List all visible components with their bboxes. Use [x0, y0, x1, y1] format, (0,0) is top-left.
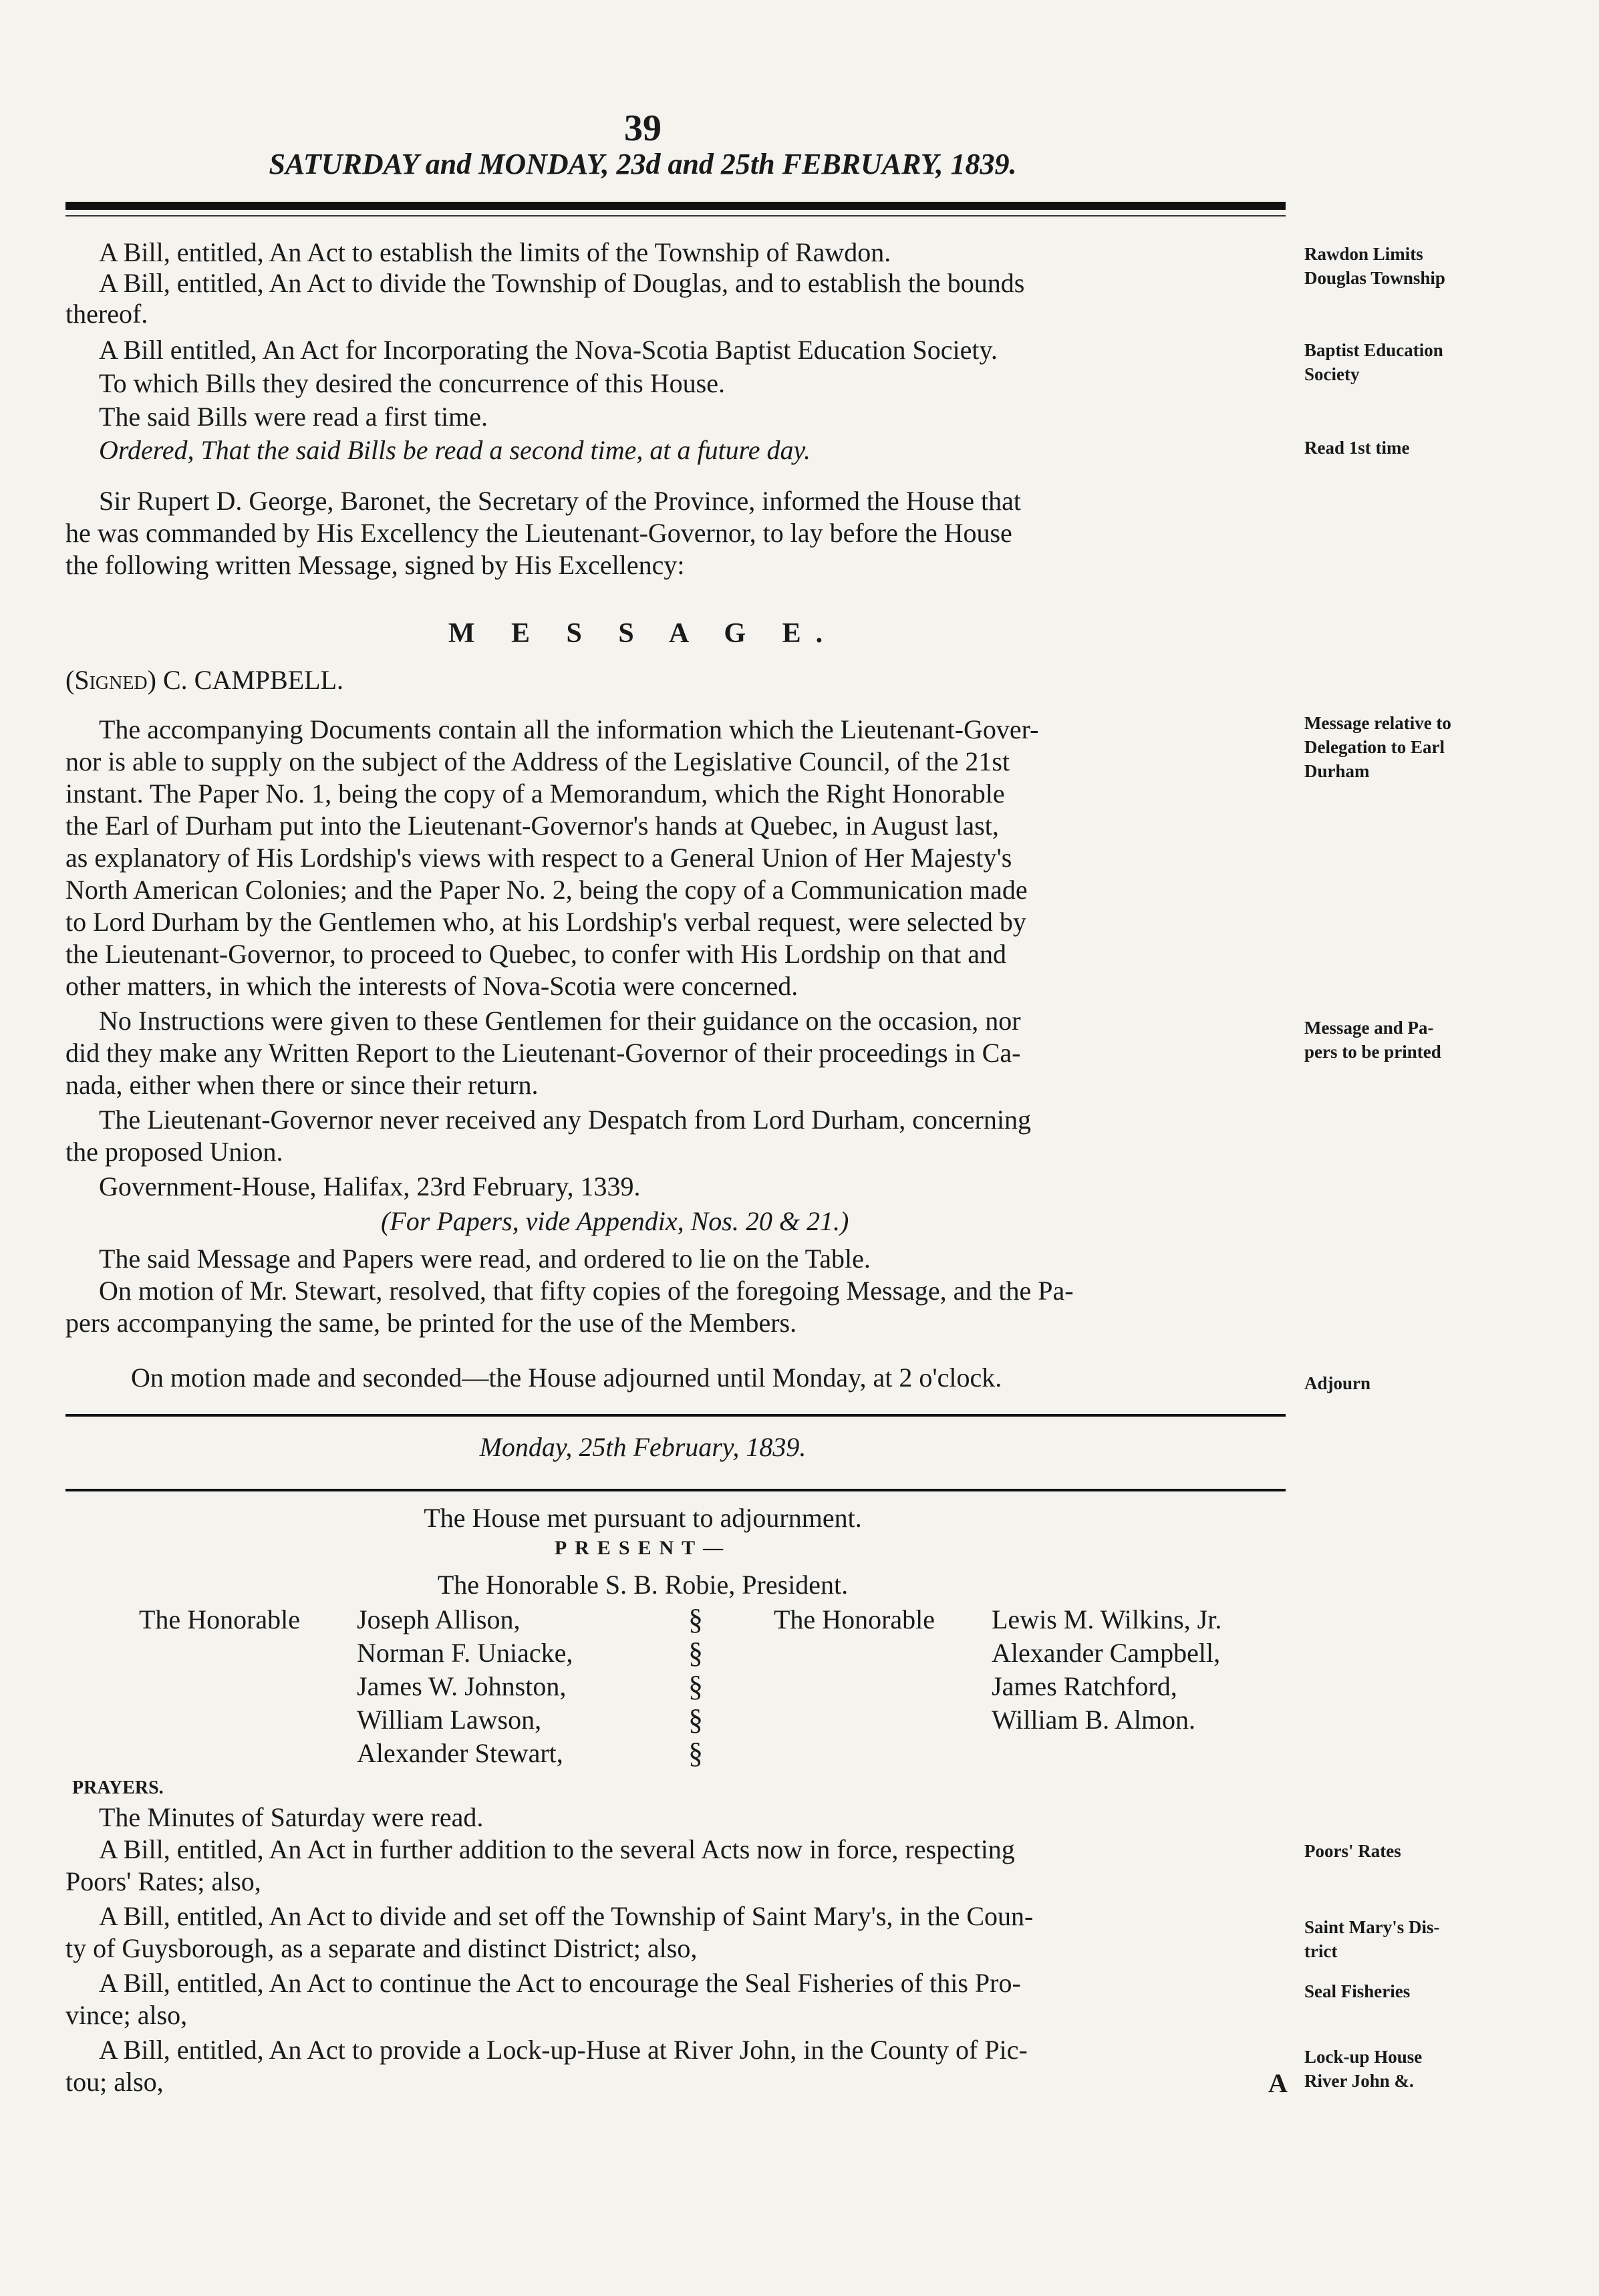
message-title: M E S S A G E. [448, 618, 838, 649]
monday-date: Monday, 25th February, 1839. [479, 1432, 807, 1462]
secretary-line-3: the following written Message, signed by His Excellency: [65, 550, 685, 580]
bill-seal-fisheries: A Bill, entitled, An Act to continue the Act to encourage the Seal Fisheries of this Pro- [99, 1968, 1021, 1998]
concurrence-line: To which Bills they desired the concurrence of this House. [99, 368, 725, 398]
message-para-3-line-2: the proposed Union. [65, 1137, 283, 1167]
message-para-1-line-9: other matters, in which the interests of Nova-Scotia were concerned. [65, 971, 798, 1001]
member-right-2: Alexander Campbell, [992, 1638, 1221, 1668]
margin-note-lock-up: Lock-up House [1304, 2047, 1423, 2067]
bill-douglas-cont: thereof. [65, 299, 148, 329]
section-mark: § [688, 1703, 703, 1736]
message-para-1-line-5: as explanatory of His Lordship's views with respect to a General Union of Her Majesty's [65, 843, 1012, 873]
message-para-1-line-7: to Lord Durham by the Gentlemen who, at his Lordship's verbal request, were selected by [65, 907, 1026, 937]
secretary-line-1: Sir Rupert D. George, Baronet, the Secretary of the Province, informed the House that [99, 486, 1021, 516]
section-mark: § [688, 1737, 703, 1769]
margin-note-baptist: Baptist Education [1304, 340, 1443, 360]
margin-note-message: Message relative to [1304, 713, 1451, 733]
message-para-3-line-1: The Lieutenant-Governor never received any Despatch from Lord Durham, concerning [99, 1105, 1031, 1135]
margin-note-printed: Message and Pa- [1304, 1018, 1434, 1038]
margin-note-poors-rates: Poors' Rates [1304, 1841, 1401, 1861]
message-para-1-line-4: the Earl of Durham put into the Lieutenant-Governor's hands at Quebec, in August last, [65, 811, 999, 841]
header-rule-thin [65, 215, 1286, 217]
members-right-prefix: The Honorable [774, 1604, 935, 1634]
appendix-note: (For Papers, vide Appendix, Nos. 20 & 21.) [381, 1206, 849, 1236]
member-right-4: William B. Almon. [992, 1705, 1196, 1735]
section-mark: § [688, 1670, 703, 1703]
margin-note-saint-marys: Saint Mary's Dis- [1304, 1917, 1440, 1937]
present-heading: PRESENT— [554, 1537, 732, 1559]
message-para-1-line-6: North American Colonies; and the Paper No. 2, being the copy of a Communication made [65, 875, 1028, 905]
ordered-line: Ordered, That the said Bills be read a second time, at a future day. [99, 435, 811, 465]
message-para-1-line-1: The accompanying Documents contain all the information which the Lieutenant-Gover- [99, 714, 1039, 744]
bill-poors-rates-cont: Poors' Rates; also, [65, 1866, 261, 1896]
section-mark: § [688, 1636, 703, 1669]
message-signed: (Signed) C. CAMPBELL. [65, 665, 344, 695]
first-reading-line: The said Bills were read a first time. [99, 402, 488, 432]
margin-note-seal-fisheries: Seal Fisheries [1304, 1981, 1411, 2001]
bill-lock-up-house-cont: tou; also, [65, 2067, 164, 2097]
message-para-1-line-8: the Lieutenant-Governor, to proceed to Quebec, to confer with His Lordship on that and [65, 939, 1006, 969]
margin-note-message-2: Delegation to Earl [1304, 737, 1445, 757]
message-para-2-line-3: nada, either when there or since their return. [65, 1070, 539, 1100]
members-left-prefix: The Honorable [139, 1604, 301, 1634]
prayers-heading: PRAYERS. [72, 1777, 164, 1798]
motion-line-2: pers accompanying the same, be printed for the use of the Members. [65, 1308, 797, 1338]
house-met: The House met pursuant to adjournment. [424, 1503, 862, 1533]
member-left-5: Alexander Stewart, [357, 1738, 563, 1768]
margin-note-lock-up-2: River John &. [1304, 2071, 1414, 2091]
bill-poors-rates: A Bill, entitled, An Act in further addition to the several Acts now in force, respecting [99, 1834, 1015, 1864]
bill-saint-marys: A Bill, entitled, An Act to divide and set off the Township of Saint Mary's, in the Coun- [99, 1901, 1034, 1931]
bill-rawdon: A Bill, entitled, An Act to establish the limits of the Township of Rawdon. [99, 237, 891, 267]
minutes-line: The Minutes of Saturday were read. [99, 1802, 484, 1832]
secretary-line-2: he was commanded by His Excellency the Lieutenant-Governor, to lay before the House [65, 518, 1012, 548]
margin-note-douglas: Douglas Township [1304, 268, 1445, 288]
section-rule-bottom [65, 1489, 1286, 1491]
bill-baptist: A Bill entitled, An Act for Incorporating the Nova-Scotia Baptist Education Society. [99, 335, 998, 365]
member-left-2: Norman F. Uniacke, [357, 1638, 573, 1668]
bill-lock-up-house: A Bill, entitled, An Act to provide a Lock-up-Huse at River John, in the County of Pic- [99, 2035, 1028, 2065]
page-number: 39 [624, 108, 662, 149]
message-para-1-line-2: nor is able to supply on the subject of the Address of the Legislative Council, of the 21st [65, 746, 1010, 776]
margin-note-adjourn: Adjourn [1304, 1373, 1371, 1393]
margin-note-read-first: Read 1st time [1304, 438, 1410, 458]
margin-note-saint-marys-2: trict [1304, 1941, 1338, 1961]
section-mark: § [688, 1603, 703, 1636]
motion-line-1: On motion of Mr. Stewart, resolved, that fifty copies of the foregoing Message, and the Pa- [99, 1276, 1074, 1306]
margin-note-rawdon: Rawdon Limits [1304, 244, 1423, 264]
bill-douglas: A Bill, entitled, An Act to divide the Township of Douglas, and to establish the bounds [99, 268, 1025, 298]
message-para-2-line-1: No Instructions were given to these Gentlemen for their guidance on the occasion, nor [99, 1006, 1021, 1036]
adjourn-line: On motion made and seconded—the House adjourned until Monday, at 2 o'clock. [131, 1362, 1002, 1393]
catchword: A [1268, 2068, 1288, 2098]
president-line: The Honorable S. B. Robie, President. [437, 1570, 849, 1600]
table-line: The said Message and Papers were read, and ordered to lie on the Table. [99, 1244, 871, 1274]
message-dateline: Government-House, Halifax, 23rd February, 1339. [99, 1171, 641, 1201]
page-header: SATURDAY and MONDAY, 23d and 25th FEBRUARY, 1839. [269, 148, 1017, 180]
margin-note-message-3: Durham [1304, 761, 1370, 781]
member-right-1: Lewis M. Wilkins, Jr. [992, 1604, 1222, 1634]
message-para-1-line-3: instant. The Paper No. 1, being the copy of a Memorandum, which the Right Honorable [65, 778, 1005, 809]
bill-seal-fisheries-cont: vince; also, [65, 2000, 188, 2030]
section-rule-top [65, 1414, 1286, 1417]
margin-note-printed-2: pers to be printed [1304, 1042, 1441, 1062]
margin-note-baptist-2: Society [1304, 364, 1360, 384]
header-rule [65, 202, 1286, 210]
member-left-3: James W. Johnston, [357, 1671, 567, 1701]
bill-saint-marys-cont: ty of Guysborough, as a separate and distinct District; also, [65, 1933, 698, 1963]
member-left-1: Joseph Allison, [357, 1604, 521, 1634]
message-para-2-line-2: did they make any Written Report to the Lieutenant-Governor of their proceedings in Ca- [65, 1038, 1021, 1068]
member-right-3: James Ratchford, [992, 1671, 1177, 1701]
member-left-4: William Lawson, [357, 1705, 542, 1735]
